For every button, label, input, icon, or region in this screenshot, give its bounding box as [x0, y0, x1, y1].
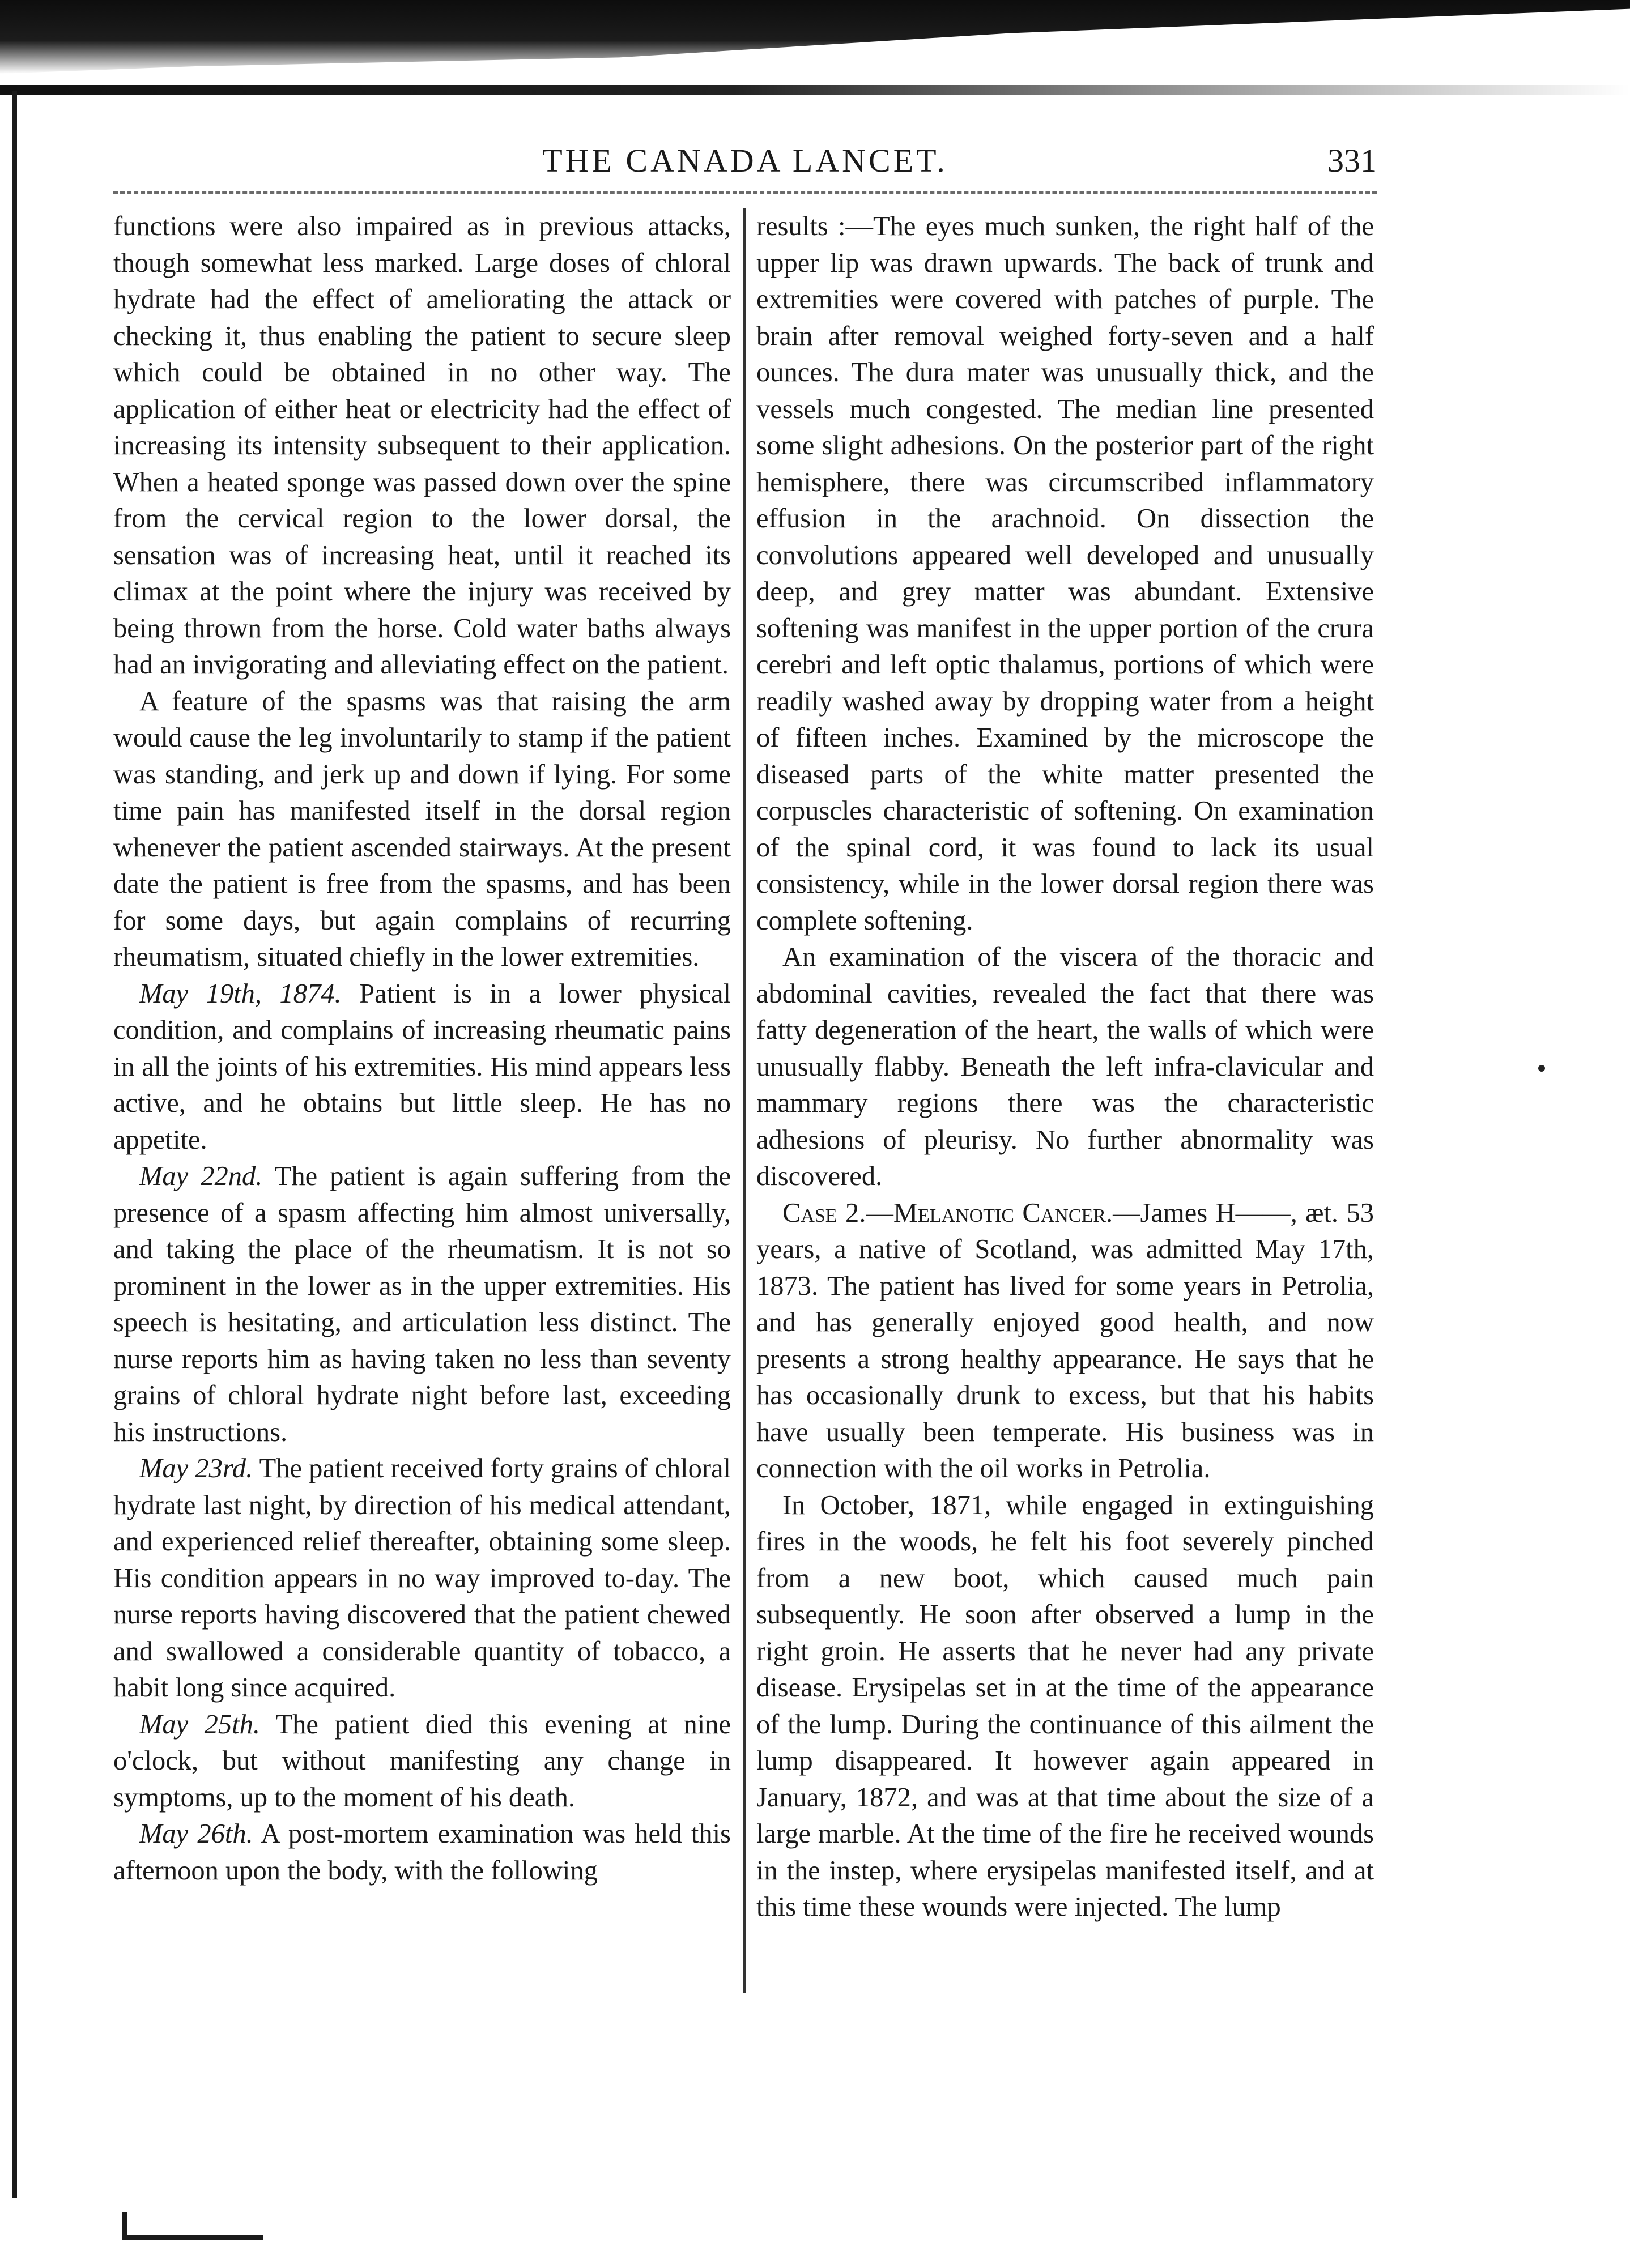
- paragraph: [113, 1451, 731, 1707]
- running-header: [113, 136, 1377, 187]
- entry-text: A post-mortem examination was held this afternoon upon the body, with the following: [113, 1819, 731, 1886]
- left-column: [113, 208, 731, 1889]
- paragraph: An examination of the viscera of the thoracic and abdominal cavities, revealed the fact that there was fatty degeneration of the heart, the walls of which were unusually flabby. Beneath the left infra-clavicular and mammary regions there was the characteristic adhesions of pleurisy. No further abnormality was discovered.: [756, 942, 1374, 1191]
- paragraph: [756, 1195, 1374, 1487]
- entry-text: The patient is again suffering from the presence of a spasm affecting him almost universally, and taking the place of the rheumatism. It is not so prominent in the lower as in the upper extremities. His speech is hesitating, and articulation less distinct. The nurse reports him as having taken no less than seventy grains of chloral hydrate night before last, exceeding his instructions.: [113, 1161, 731, 1447]
- journal-title: THE CANADA LANCET.: [542, 142, 948, 179]
- case-heading: Case 2.—Melanotic Cancer.: [782, 1197, 1113, 1228]
- paragraph: results :—The eyes much sunken, the right half of the upper lip was drawn upwards. The back of trunk and extremities were covered with patches of purple. The brain after removal weighed forty-seven and a half ounces. The dura mater was unusually thick, and the vessels much congested. The median line presented some slight adhesions. On the posterior part of the right hemisphere, there was circumscribed inflammatory effusion in the arachnoid. On dissection the convolutions appeared well developed and unusually deep, and grey matter was abundant. Extensive softening was manifest in the upper portion of the crura cerebri and left optic thalamus, portions of which were readily washed away by dropping water from a height of fifteen inches. Examined by the microscope the diseased parts of the white matter presented the corpuscles characteristic of softening. On examination of the spinal cord, it was found to lack its usual consistency, while in the lower dorsal region there was complete softening.: [756, 211, 1374, 936]
- page-number: 331: [1327, 142, 1377, 179]
- scan-top-streak: [0, 85, 1630, 95]
- column-divider: [743, 208, 746, 1993]
- scan-speck: [1538, 1065, 1545, 1072]
- scan-left-edge: [12, 91, 17, 2198]
- entry-date: May 26th.: [139, 1819, 253, 1849]
- paragraph: A feature of the spasms was that raising the arm would cause the leg involuntarily to stamp if the patient was standing, and jerk up and down if lying. For some time pain has manifested itself in the dorsal region whenever the patient ascended stairways. At the present date the patient is free from the spasms, and has been for some days, but again complains of recurring rheumatism, situated chiefly in the lower extremities.: [113, 686, 731, 972]
- right-column: [756, 208, 1374, 1926]
- header-rule: [113, 191, 1377, 194]
- paragraph: In October, 1871, while engaged in extinguishing fires in the woods, he felt his foot severely pinched from a new boot, which caused much pain subsequently. He soon after observed a lump in the right groin. He asserts that he never had any private disease. Erysipelas set in at the time of the appearance of the lump. During the continuance of this ailment the lump disappeared. It however again appeared in January, 1872, and was at that time about the size of a large marble. At the time of the fire he received wounds in the instep, where erysipelas manifested itself, and at this time these wounds were injected. The lump: [756, 1490, 1374, 1922]
- scan-top-edge: [0, 0, 1630, 74]
- case-text: —James H——, æt. 53 years, a native of Scotland, was admitted May 17th, 1873. The patient has lived for some years in Petrolia, and has generally enjoyed good health, and now presents a strong healthy appearance. He says that he has occasionally drunk to excess, but that his habits have usually been temperate. His business was in connection with the oil works in Petrolia.: [756, 1197, 1374, 1483]
- paragraph: [113, 1158, 731, 1451]
- entry-date: May 22nd.: [139, 1161, 263, 1191]
- entry-date: May 23rd.: [139, 1453, 253, 1483]
- scan-bottom-mark: [122, 2212, 263, 2240]
- entry-date: May 25th.: [139, 1709, 260, 1740]
- entry-text: The patient received forty grains of chloral hydrate last night, by direction of his medical attendant, and experienced relief thereafter, obtaining some sleep. His condition appears in no way improved to-day. The nurse reports having discovered that the patient chewed and swallowed a considerable quantity of tobacco, a habit long since acquired.: [113, 1453, 731, 1703]
- paragraph: [113, 1816, 731, 1889]
- paragraph: functions were also impaired as in previous attacks, though somewhat less marked. Large doses of chloral hydrate had the effect of ameliorating the attack or checking it, thus enabling the patient to secure sleep which could be obtained in no other way. The application of either heat or electricity had the effect of increasing its intensity subsequent to their application. When a heated sponge was passed down over the spine from the cervical region to the lower dorsal, the sensation was of increasing heat, until it reached its climax at the point where the injury was received by being thrown from the horse. Cold water baths always had an invigorating and alleviating effect on the patient.: [113, 211, 731, 680]
- entry-text: The patient died this evening at nine o'clock, but without manifesting any change in symptoms, up to the moment of his death.: [113, 1709, 731, 1813]
- entry-date: May 19th, 1874.: [139, 978, 342, 1009]
- entry-text: Patient is in a lower physical condition, and complains of increasing rheumatic pains in all the joints of his extremities. His mind appears less active, and he obtains but little sleep. He has no appetite.: [113, 978, 731, 1155]
- paragraph: [113, 976, 731, 1159]
- paragraph: [113, 1707, 731, 1817]
